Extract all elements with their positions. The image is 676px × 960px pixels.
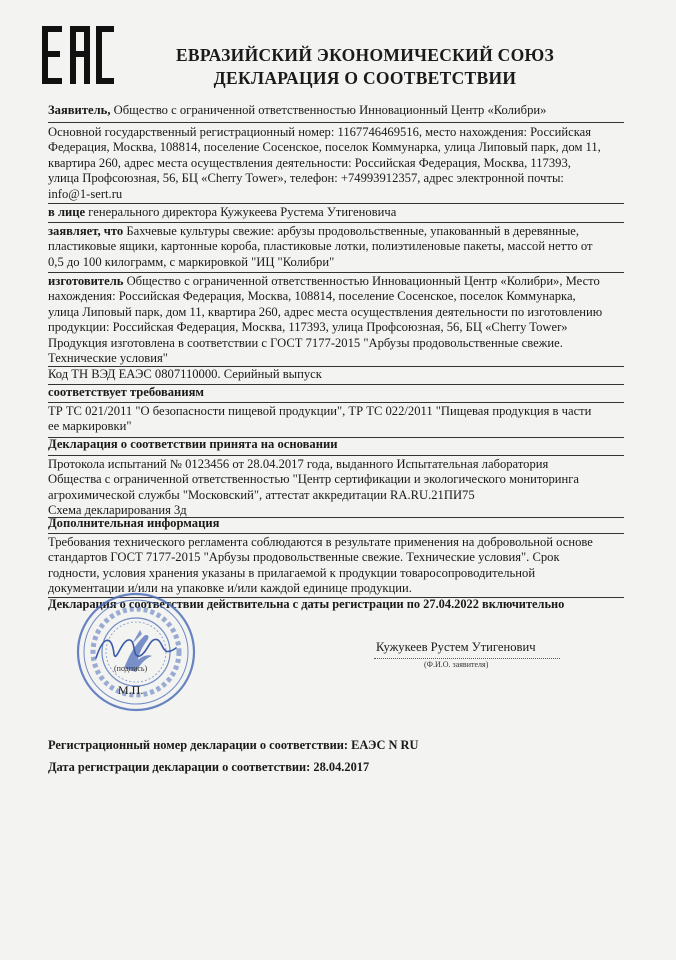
- signature-scribble: [92, 628, 180, 668]
- representative: [48, 205, 624, 220]
- basis-section: [48, 457, 624, 519]
- hs-code: Код ТН ВЭД ЕАЭС 0807110000. Серийный выпуск: [48, 367, 322, 381]
- document-title: [150, 44, 580, 90]
- additional-line: годности, условия хранения указаны в прилагаемой к продукции товаросопроводительной: [48, 565, 536, 580]
- additional-label: Дополнительная информация: [48, 516, 220, 530]
- requirements-label: соответствует требованиям: [48, 385, 204, 399]
- additional-line: стандартов ГОСТ 7177-2015 "Арбузы продовольственные свежие. Технические условия". Срок: [48, 550, 560, 565]
- manufacturer-label: изготовитель: [48, 274, 124, 288]
- eac-logo: [40, 24, 116, 86]
- manufacturer-line: улица Липовый парк, дом 11, квартира 260, адрес места осуществления деятельности по изготовлению: [48, 304, 603, 319]
- detail-line: квартира 260, адрес места осуществления деятельности: Российская Федерация, Москва, 117393,: [48, 155, 571, 170]
- validity-statement: Декларация о соответствии действительна с даты регистрации по 27.04.2022 включительно: [48, 597, 565, 611]
- registration-number: Регистрационный номер декларации о соответствии: ЕАЭС N RU: [48, 738, 419, 752]
- manufacturer-line: продукции: Российская Федерация, Москва, 117393, улица Профсоюзная, 56, БЦ «Cherry Tower»: [48, 320, 568, 335]
- divider: [48, 533, 624, 534]
- requirements-line: ТР ТС 021/2011 "О безопасности пищевой продукции", ТР ТС 022/2011 "Пищевая продукция в части: [48, 404, 592, 418]
- representative-label: в лице: [48, 205, 86, 219]
- applicant-details: [48, 125, 624, 202]
- manufacturer-line: Общество с ограниченной ответственностью Инновационный Центр «Колибри», Место: [123, 274, 600, 288]
- title-line-2: ДЕКЛАРАЦИЯ О СООТВЕТСТВИИ: [213, 68, 517, 88]
- divider: [48, 455, 624, 456]
- detail-line: info@1-sert.ru: [48, 186, 123, 201]
- additional-line: документации и/или на упаковке и/или каждой единице продукции.: [48, 581, 412, 596]
- seal-mark: М.П.: [118, 683, 144, 697]
- additional-heading: [48, 516, 624, 531]
- statement-line: пластиковые ящики, картонные короба, пластиковые лотки, полиэтиленовые пакеты, массой нетто от: [48, 239, 593, 254]
- manufacturer-line: нахождения: Российская Федерация, Москва, 108814, поселение Сосенское, поселок Коммунарка,: [48, 289, 576, 304]
- applicant-name: Общество с ограниченной ответственностью Инновационный Центр «Колибри»: [110, 103, 547, 117]
- basis-heading: [48, 437, 624, 452]
- registration-date: Дата регистрации декларации о соответствии: 28.04.2017: [48, 760, 370, 774]
- signature-line: [374, 658, 560, 659]
- statement-line: Бахчевые культуры свежие: арбузы продовольственные, упакованный в деревянные,: [123, 224, 580, 238]
- divider: [48, 222, 624, 223]
- requirements-heading: [48, 385, 624, 400]
- detail-line: улица Профсоюзная, 56, БЦ «Cherry Tower», телефон: +74993912357, адрес электронной почты:: [48, 171, 564, 186]
- title-line-1: ЕВРАЗИЙСКИЙ ЭКОНОМИЧЕСКИЙ СОЮЗ: [175, 45, 555, 65]
- basis-label: Декларация о соответствии принята на основании: [48, 437, 338, 451]
- manufacturer-line: Технические условия": [48, 351, 168, 366]
- basis-line: Общества с ограниченной ответственностью "Центр сертификации и экологического мониторинга: [48, 472, 580, 487]
- additional-section: [48, 535, 624, 597]
- manufacturer-section: [48, 274, 624, 366]
- signature-caption: (подпись): [114, 664, 148, 673]
- statement-label: заявляет, что: [48, 224, 124, 238]
- applicant-heading: [48, 103, 624, 118]
- manufacturer-line: Продукция изготовлена в соответствии с ГОСТ 7177-2015 "Арбузы продовольственные свежие.: [48, 335, 563, 350]
- statement-line: 0,5 до 100 килограмм, с маркировкой "ИЦ "Колибри": [48, 254, 335, 269]
- basis-line: агрохимической службы "Московский", аттестат аккредитации RA.RU.21ПИ75: [48, 487, 475, 502]
- fio-caption: (Ф.И.О. заявителя): [424, 660, 489, 669]
- statement-section: [48, 224, 624, 270]
- divider: [48, 122, 624, 123]
- representative-name: генерального директора Кужукеева Рустема Утигеновича: [85, 205, 397, 219]
- divider: [48, 402, 624, 403]
- detail-line: Федерация, Москва, 108814, поселение Сосенское, поселок Коммунарка, улица Липовый парк, дом 11,: [48, 140, 601, 155]
- additional-line: Требования технического регламента соблюдаются в результате применения на добровольной основе: [48, 535, 593, 549]
- divider: [48, 272, 624, 273]
- divider: [48, 203, 624, 204]
- basis-line: Схема декларирования 3д: [48, 503, 187, 518]
- basis-line: Протокола испытаний № 0123456 от 28.04.2017 года, выданного Испытательная лаборатория: [48, 457, 549, 471]
- signatory-name: Кужукеев Рустем Утигенович: [376, 640, 536, 654]
- detail-line: Основной государственный регистрационный номер: 1167746469516, место нахождения: Российская: [48, 125, 592, 139]
- requirements-line: ее маркировки": [48, 419, 132, 434]
- requirements-section: [48, 404, 624, 435]
- applicant-label: Заявитель,: [48, 103, 111, 117]
